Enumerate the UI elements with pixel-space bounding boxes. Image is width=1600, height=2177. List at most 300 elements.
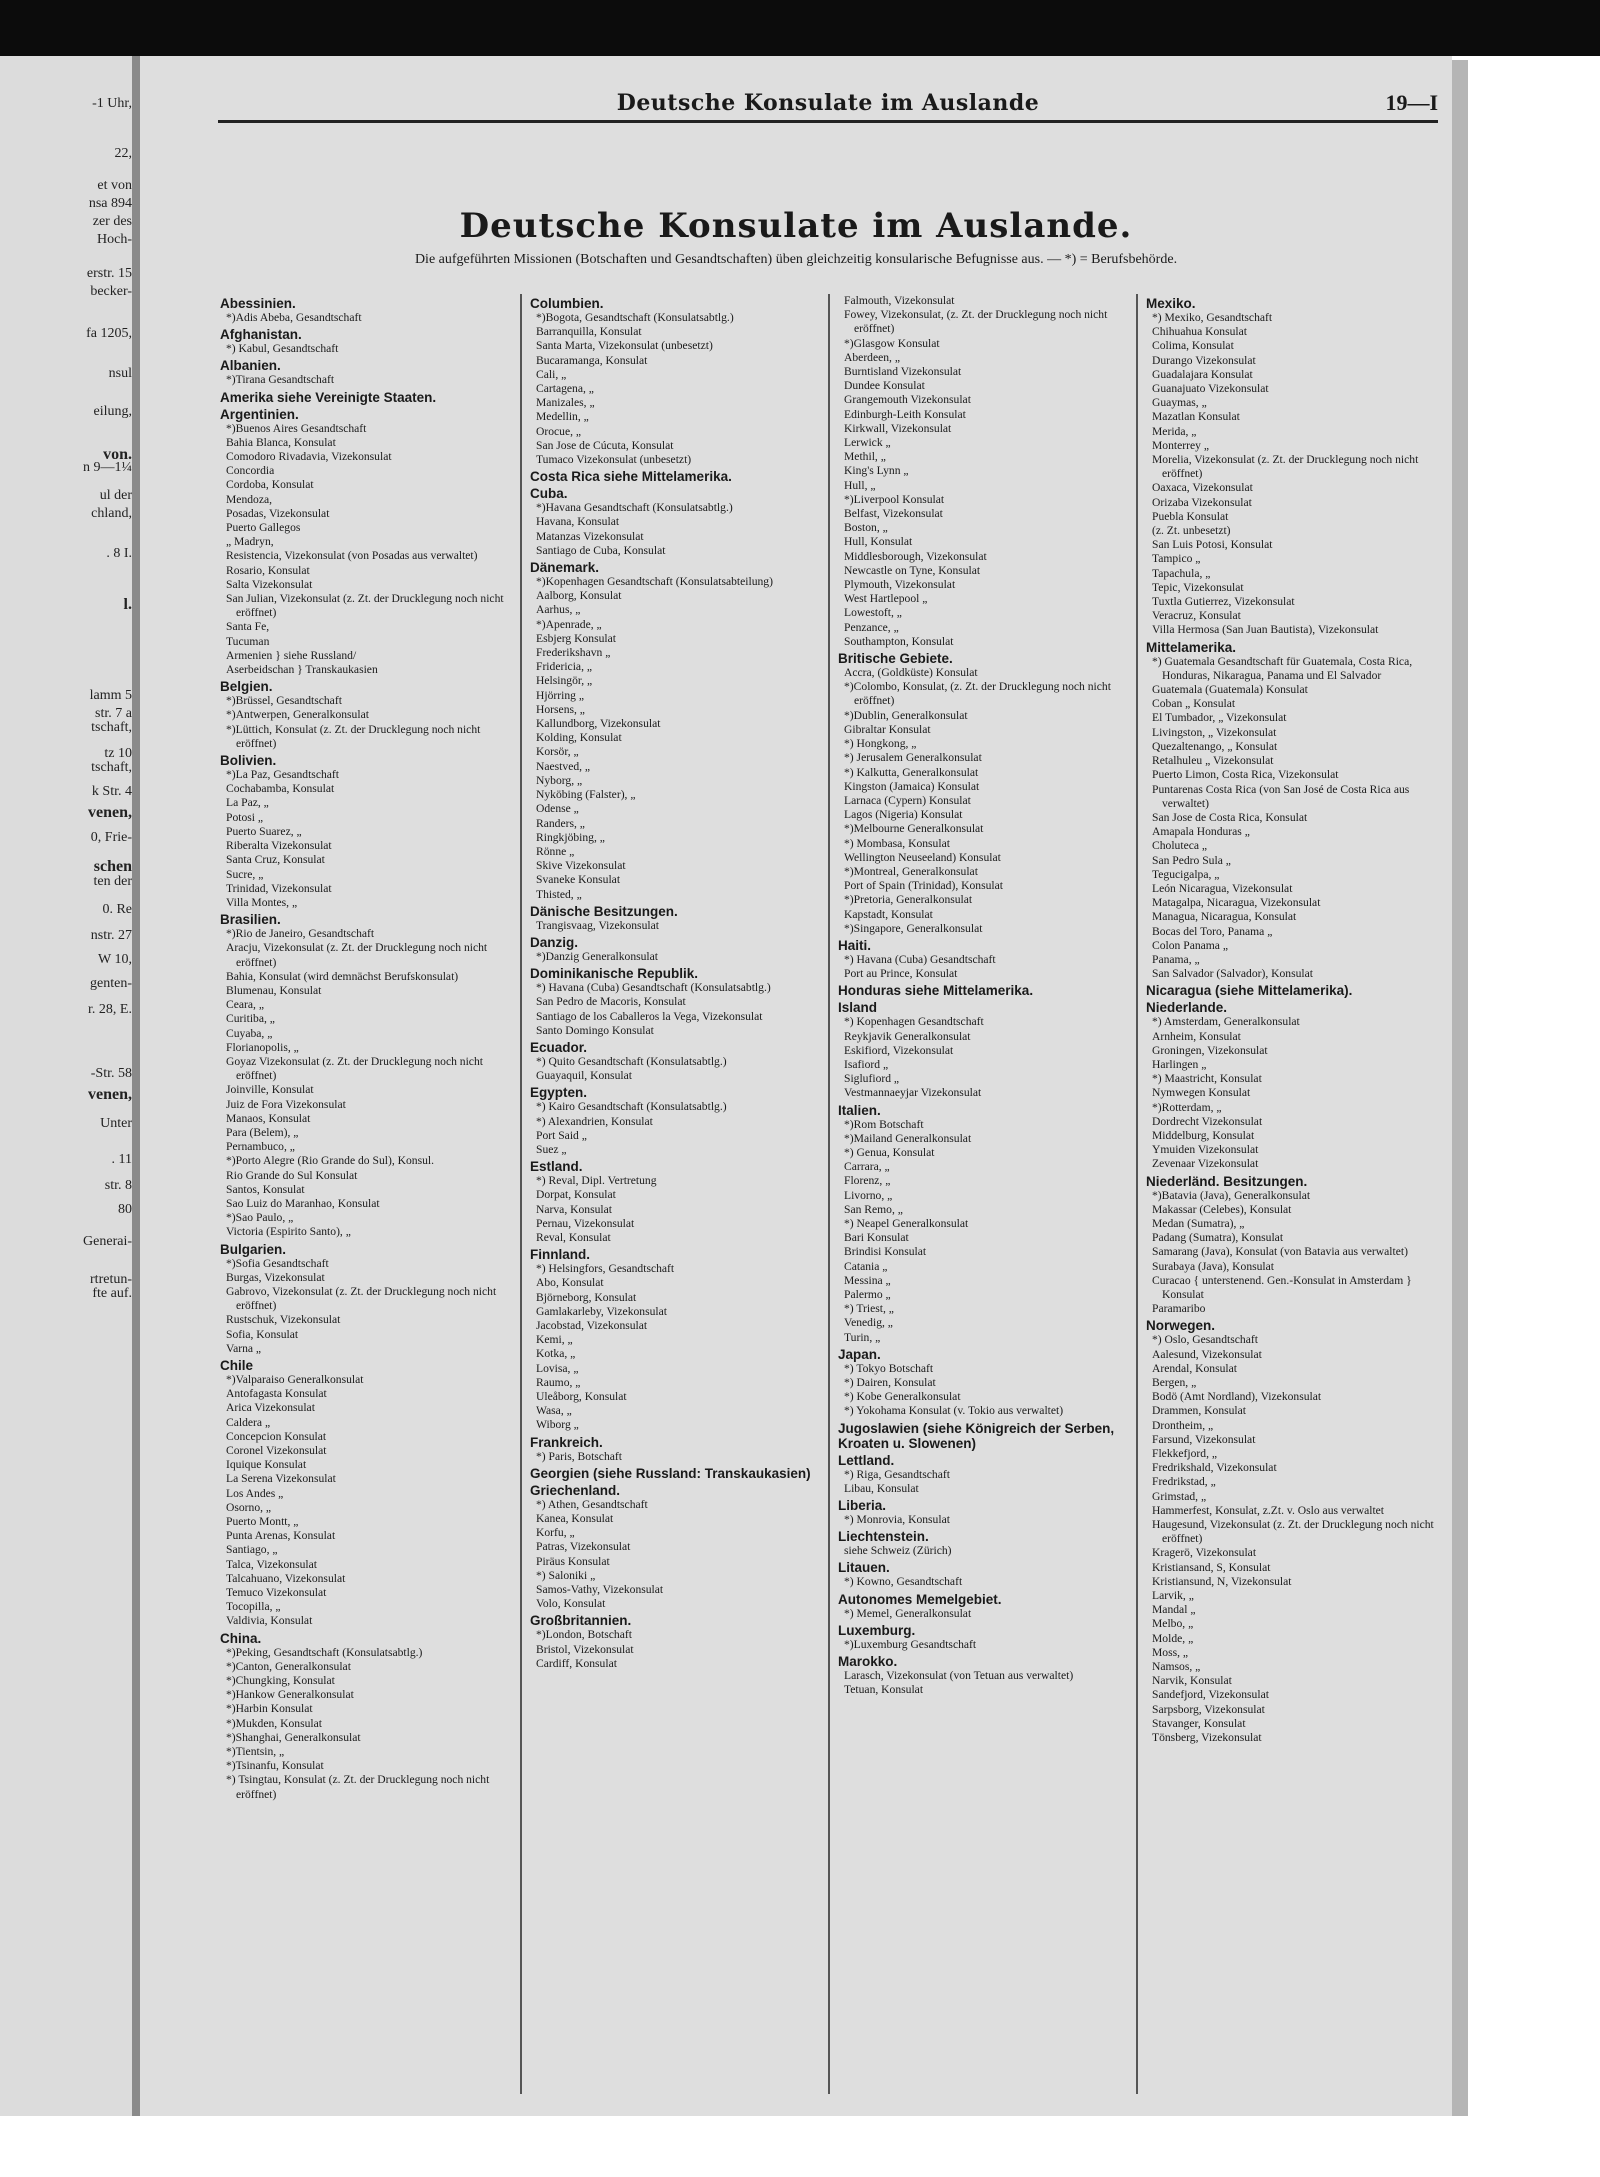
consulate-entry: Kristiansand, S, Konsulat — [1152, 1560, 1271, 1574]
consulate-entry: *)Pretoria, Generalkonsulat — [844, 893, 973, 907]
consulate-entry: Libau, Konsulat — [844, 1481, 919, 1495]
consulate-entry: *) Quito Gesandtschaft (Konsulatsabtlg.) — [536, 1054, 727, 1068]
consulate-entry: Managua, Nicaragua, Konsulat — [1152, 910, 1297, 924]
country-heading: Griechenland. — [530, 1482, 621, 1498]
facing-page-fragment: eilung, — [93, 404, 132, 419]
consulate-entry: La Paz, „ — [226, 796, 269, 810]
consulate-entry: Cochabamba, Konsulat — [226, 782, 335, 796]
consulate-entry: El Tumbador, „ Vizekonsulat — [1152, 711, 1287, 725]
consulate-entry: *) Tokyo Botschaft — [844, 1361, 934, 1375]
consulate-entry: *)Porto Alegre (Rio Grande do Sul), Konsul. — [226, 1154, 435, 1168]
consulate-entry: Comodoro Rivadavia, Vizekonsulat — [226, 450, 392, 464]
consulate-entry: *)Peking, Gesandtschaft (Konsulatsabtlg.) — [226, 1645, 423, 1659]
consulate-entry: Groningen, Vizekonsulat — [1152, 1043, 1268, 1057]
consulate-entry: Goyaz Vizekonsulat (z. Zt. der Drucklegung noch nicht eröffnet) — [226, 1054, 483, 1083]
consulate-entry: Thisted, „ — [536, 887, 582, 901]
country-heading: Dänische Besitzungen. — [530, 903, 678, 919]
consulate-entry: Rönne „ — [536, 844, 575, 858]
consulate-entry: Methil, „ — [844, 450, 886, 464]
consulate-entry: Korfu, „ — [536, 1526, 575, 1540]
consulate-entry: West Hartlepool „ — [844, 592, 928, 606]
facing-page-fragment: n 9—1¼ — [83, 460, 132, 475]
facing-page-fragment: ul der — [99, 488, 132, 503]
consulate-entry: *) Paris, Botschaft — [536, 1449, 622, 1463]
consulate-entry: Durango Vizekonsulat — [1152, 353, 1256, 367]
consulate-entry: Skive Vizekonsulat — [536, 859, 626, 873]
consulate-entry: Middlesborough, Vizekonsulat — [844, 549, 987, 563]
consulate-entry: Fowey, Vizekonsulat, (z. Zt. der Drucklegung noch nicht eröffnet) — [844, 308, 1108, 336]
consulate-entry: *)Tirana Gesandtschaft — [226, 373, 335, 387]
consulate-entry: Curacao { unterstenend. Gen.-Konsulat in Amsterdam } Konsulat — [1152, 1273, 1412, 1301]
consulate-entry: Santa Marta, Vizekonsulat (unbesetzt) — [536, 339, 713, 353]
facing-page-fragment: 80 — [118, 1202, 132, 1217]
consulate-entry: *)Dublin, Generalkonsulat — [844, 708, 968, 722]
consulate-entry: Tetuan, Konsulat — [844, 1683, 924, 1697]
facing-page-fragment: r. 28, E. — [88, 1002, 132, 1017]
consulate-entry: (z. Zt. unbesetzt) — [1152, 524, 1231, 538]
country-heading: Columbien. — [530, 296, 604, 311]
consulate-entry: Sao Luiz do Maranhao, Konsulat — [226, 1196, 380, 1210]
consulate-entry: Middelburg, Konsulat — [1152, 1128, 1255, 1142]
consulate-entry: siehe Schweiz (Zürich) — [844, 1544, 952, 1558]
consulate-entry: *)Montreal, Generalkonsulat — [844, 864, 978, 878]
consulate-entry: Drontheim, „ — [1152, 1418, 1214, 1432]
country-heading: Japan. — [838, 1346, 881, 1362]
consulate-entry: *) Maastricht, Konsulat — [1152, 1072, 1262, 1086]
consulate-entry: Barranquilla, Konsulat — [536, 325, 642, 339]
consulate-entry: Samarang (Java), Konsulat (von Batavia aus verwaltet) — [1152, 1245, 1408, 1259]
consulate-entry: Choluteca „ — [1152, 839, 1208, 853]
facing-page-fragment: rtretun- — [90, 1272, 132, 1287]
consulate-entry: Siglufiord „ — [844, 1072, 900, 1086]
consulate-entry: Penzance, „ — [844, 620, 899, 634]
facing-page-fragment: . 11 — [111, 1152, 132, 1167]
consulate-entry: Cartagena, „ — [536, 382, 594, 396]
consulate-entry: Björneborg, Konsulat — [536, 1290, 637, 1304]
consulate-entry: Kingston (Jamaica) Konsulat — [844, 779, 980, 793]
consulate-entry: Grimstad, „ — [1152, 1489, 1207, 1503]
consulate-entry: Suez „ — [536, 1142, 567, 1156]
consulate-entry: Mazatlan Konsulat — [1152, 410, 1240, 424]
consulate-entry: Potosi „ — [226, 810, 264, 824]
facing-page-fragment: fa 1205, — [86, 326, 132, 341]
country-heading: Britische Gebiete. — [838, 651, 953, 667]
consulate-entry: Wasa, „ — [536, 1404, 572, 1418]
consulate-entry: Para (Belem), „ — [226, 1125, 299, 1139]
facing-page-fragment: 22, — [114, 146, 132, 161]
consulate-entry: Venedig, „ — [844, 1316, 893, 1330]
consulate-entry: *)Valparaiso Generalkonsulat — [226, 1373, 364, 1386]
consulate-entry: Burgas, Vizekonsulat — [226, 1270, 325, 1284]
consulate-entry: Moss, „ — [1152, 1645, 1189, 1659]
facing-page-fragment: zer des — [92, 214, 132, 229]
consulate-entry: Arica Vizekonsulat — [226, 1401, 315, 1415]
country-heading: Haiti. — [838, 937, 872, 953]
consulate-entry: Joinville, Konsulat — [226, 1083, 314, 1097]
consulate-entry: Southampton, Konsulat — [844, 634, 954, 648]
consulate-entry: Gabrovo, Vizekonsulat (z. Zt. der Drucklegung noch nicht eröffnet) — [226, 1284, 497, 1313]
consulate-entry: Makassar (Celebes), Konsulat — [1152, 1202, 1292, 1216]
consulate-entry: Arnheim, Konsulat — [1152, 1029, 1241, 1043]
facing-page-fragment: k Str. 4 — [91, 784, 132, 799]
consulate-entry: Isafiord „ — [844, 1057, 889, 1071]
consulate-entry: Osorno, „ — [226, 1500, 272, 1514]
consulate-entry: Nyköbing (Falster), „ — [536, 788, 636, 802]
consulate-entry: Tuxtla Gutierrez, Vizekonsulat — [1152, 595, 1295, 609]
facing-page-fragment: ten der — [93, 874, 132, 889]
consulate-entry: Tucuman — [226, 634, 270, 648]
country-heading: Cuba. — [530, 486, 568, 502]
consulate-entry: Hammerfest, Konsulat, z.Zt. v. Oslo aus verwaltet — [1152, 1503, 1385, 1517]
scan-top-border — [0, 0, 1600, 56]
consulate-entry: Guanajuato Vizekonsulat — [1152, 382, 1269, 396]
consulate-entry: Tönsberg, Vizekonsulat — [1152, 1731, 1262, 1745]
consulate-entry: Morelia, Vizekonsulat (z. Zt. der Drucklegung noch nicht eröffnet) — [1152, 453, 1419, 481]
consulate-entry: Aberdeen, „ — [844, 350, 901, 364]
consulate-entry: Naestved, „ — [536, 759, 591, 773]
consulate-entry: Armenien } siehe Russland/ — [226, 648, 357, 662]
consulate-entry: King's Lynn „ — [844, 464, 909, 478]
consulate-entry: *)Rio de Janeiro, Gesandtschaft — [226, 927, 375, 941]
consulate-entry: Narvik, Konsulat — [1152, 1674, 1232, 1688]
country-heading: Italien. — [838, 1102, 881, 1118]
consulate-entry: Chihuahua Konsulat — [1152, 325, 1247, 339]
consulate-entry: *) Helsingfors, Gesandtschaft — [536, 1262, 675, 1276]
consulate-entry: Florianopolis, „ — [226, 1040, 299, 1054]
consulate-entry: Paramaribo — [1152, 1302, 1206, 1316]
facing-page-fragment: erstr. 15 — [86, 266, 132, 281]
column-2 — [520, 294, 828, 2094]
consulate-entry: *) Oslo, Gesandtschaft — [1152, 1333, 1258, 1347]
consulate-entry: Fridericia, „ — [536, 660, 593, 674]
consulate-entry: Bodö (Amt Nordland), Vizekonsulat — [1152, 1390, 1322, 1404]
consulate-entry: Port au Prince, Konsulat — [844, 967, 958, 981]
consulate-entry: *) Kopenhagen Gesandtschaft — [844, 1015, 984, 1029]
consulate-entry: Bergen, „ — [1152, 1376, 1197, 1390]
consulate-entry: Talca, Vizekonsulat — [226, 1557, 317, 1571]
consulate-entry: Puntarenas Costa Rica (von San José de Costa Rica aus verwaltet) — [1152, 782, 1410, 810]
consulate-entry: La Serena Vizekonsulat — [226, 1472, 336, 1486]
consulate-entry: Oaxaca, Vizekonsulat — [1152, 481, 1253, 495]
country-heading: China. — [220, 1630, 262, 1646]
consulate-entry: Larvik, „ — [1152, 1589, 1194, 1603]
consulate-entry: Grangemouth Vizekonsulat — [844, 393, 971, 407]
consulate-entry: Aracju, Vizekonsulat (z. Zt. der Drucklegung noch nicht eröffnet) — [226, 941, 488, 969]
consulate-entry: Bucaramanga, Konsulat — [536, 353, 648, 367]
consulate-entry: Varna „ — [226, 1341, 262, 1355]
consulate-entry: Iquique Konsulat — [226, 1458, 307, 1472]
country-heading: Dominikanische Republik. — [530, 966, 699, 982]
consulate-entry: San Jose de Costa Rica, Konsulat — [1152, 810, 1308, 824]
consulate-entry: Palermo „ — [844, 1288, 891, 1301]
consulate-entry: Gamlakarleby, Vizekonsulat — [536, 1304, 667, 1318]
consulate-entry: Santiago de los Caballeros la Vega, Vizekonsulat — [536, 1009, 763, 1023]
consulate-entry: Reykjavik Generalkonsulat — [844, 1029, 971, 1043]
country-heading: Ecuador. — [530, 1039, 588, 1055]
consulate-entry: Tampico „ — [1152, 552, 1201, 566]
consulate-entry: *) Hongkong, „ — [844, 737, 917, 751]
consulate-entry: Guatemala (Guatemala) Konsulat — [1152, 683, 1308, 697]
facing-page-fragment: tz 10 — [104, 746, 132, 761]
consulate-entry: San Luis Potosi, Konsulat — [1152, 538, 1273, 552]
facing-page-fragment: von. — [103, 446, 132, 463]
consulate-entry: *) Mombasa, Konsulat — [844, 836, 950, 850]
consulate-entry: Santos, Konsulat — [226, 1182, 305, 1196]
facing-page-fragment: genten- — [90, 976, 132, 991]
facing-page-fragment: chland, — [91, 506, 132, 521]
country-heading: Lettland. — [838, 1452, 895, 1468]
country-heading: Egypten. — [530, 1085, 588, 1101]
country-heading: Nicaragua (siehe Mittelamerika). — [1146, 983, 1353, 999]
consulate-entry: *) Athen, Gesandtschaft — [536, 1497, 648, 1511]
consulate-entry: Aalborg, Konsulat — [536, 589, 622, 603]
consulate-entry: Hjörring „ — [536, 688, 584, 702]
consulate-entry: Lowestoft, „ — [844, 606, 902, 620]
consulate-entry: Guaymas, „ — [1152, 396, 1207, 410]
country-heading: Georgien (siehe Russland: Transkaukasien) — [530, 1465, 811, 1481]
consulate-entry: Pernau, Vizekonsulat — [536, 1216, 635, 1230]
consulate-entry: Mandal „ — [1152, 1603, 1196, 1617]
consulate-entry: Aserbeidschan } Transkaukasien — [226, 663, 378, 677]
facing-page-fragment: nsa 894 — [88, 196, 132, 211]
consulate-entry: *)Bogota, Gesandtschaft (Konsulatsabtlg.) — [536, 311, 734, 324]
consulate-entry: *) Kobe Generalkonsulat — [844, 1390, 961, 1404]
consulate-entry: Larasch, Vizekonsulat (von Tetuan aus verwaltet) — [844, 1669, 1074, 1683]
consulate-entry: Puerto Gallegos — [226, 521, 301, 535]
consulate-entry: Bocas del Toro, Panama „ — [1152, 924, 1273, 938]
consulate-entry: Kallundborg, Vizekonsulat — [536, 717, 661, 731]
facing-page-fragment: Hoch- — [97, 232, 132, 247]
consulate-entry: *) Monrovia, Konsulat — [844, 1513, 950, 1527]
consulate-entry: Bahia Blanca, Konsulat — [226, 435, 336, 449]
consulate-entry: Sandefjord, Vizekonsulat — [1152, 1688, 1269, 1702]
consulate-entry: Namsos, „ — [1152, 1660, 1201, 1674]
consulate-entry: León Nicaragua, Vizekonsulat — [1152, 881, 1293, 895]
country-heading: Danzig. — [530, 934, 579, 950]
consulate-entry: Trinidad, Vizekonsulat — [226, 881, 332, 895]
consulate-entry: *) Kowno, Gesandtschaft — [844, 1575, 963, 1589]
consulate-entry: *) Riga, Gesandtschaft — [844, 1467, 950, 1481]
country-heading: Bulgarien. — [220, 1241, 287, 1257]
country-heading: Niederländ. Besitzungen. — [1146, 1173, 1308, 1189]
consulate-entry: Rustschuk, Vizekonsulat — [226, 1313, 341, 1327]
consulate-entry: Frederikshavn „ — [536, 646, 611, 660]
consulate-entry: *)Havana Gesandtschaft (Konsulatsabtlg.) — [536, 501, 733, 515]
consulate-entry: *)Adis Abeba, Gesandtschaft — [226, 311, 362, 324]
consulate-entry: Gibraltar Konsulat — [844, 722, 931, 736]
consulate-entry: *) Havana (Cuba) Gesandtschaft — [844, 952, 996, 966]
consulate-entry: Manizales, „ — [536, 396, 595, 410]
consulate-entry: Odense „ — [536, 802, 579, 816]
consulate-entry: San Salvador (Salvador), Konsulat — [1152, 967, 1313, 981]
consulate-entry: *)Liverpool Konsulat — [844, 492, 945, 506]
consulate-entry: Melbo, „ — [1152, 1617, 1194, 1631]
consulate-entry: Santiago, „ — [226, 1543, 278, 1557]
consulate-entry: Concepcion Konsulat — [226, 1429, 327, 1443]
consulate-entry: Kolding, Konsulat — [536, 731, 622, 745]
facing-page-fragment: Generai- — [83, 1234, 132, 1249]
country-heading: Mittelamerika. — [1146, 639, 1237, 655]
consulate-entry: Cali, „ — [536, 367, 567, 381]
consulate-entry: Kirkwall, Vizekonsulat — [844, 421, 952, 435]
consulate-entry: *)Kopenhagen Gesandtschaft (Konsulatsabteilung) — [536, 575, 773, 589]
consulate-entry: Larnaca (Cypern) Konsulat — [844, 793, 971, 807]
consulate-entry: Accra, (Goldküste) Konsulat — [844, 666, 978, 680]
column-1 — [212, 294, 520, 2094]
facing-page-fragment: Unter — [100, 1116, 132, 1131]
consulate-entry: Samos-Vathy, Vizekonsulat — [536, 1583, 664, 1597]
consulate-entry: Narva, Konsulat — [536, 1202, 612, 1216]
consulate-entry: Ymuiden Vizekonsulat — [1152, 1143, 1259, 1157]
consulate-entry: Caldera „ — [226, 1415, 271, 1429]
column-4 — [1136, 294, 1444, 2094]
consulate-entry: „ Madryn, — [226, 535, 274, 549]
consulate-entry: Volo, Konsulat — [536, 1597, 606, 1611]
consulate-entry: Kapstadt, Konsulat — [844, 907, 933, 921]
facing-page-fragment: . 8 I. — [106, 546, 132, 561]
facing-page-fragment: venen, — [88, 1086, 132, 1103]
consulate-entry: *) Genua, Konsulat — [844, 1145, 935, 1159]
consulate-entry: Bari Konsulat — [844, 1231, 909, 1245]
consulate-entry: Vestmannaeyjar Vizekonsulat — [844, 1086, 982, 1100]
consulate-entry: Santa Cruz, Konsulat — [226, 853, 325, 867]
consulate-entry: Falmouth, Vizekonsulat — [844, 294, 955, 307]
country-heading: Liberia. — [838, 1498, 887, 1514]
consulate-entry: Turin, „ — [844, 1330, 881, 1344]
consulate-entry: Santa Fe, — [226, 620, 270, 634]
consulate-entry: Lagos (Nigeria) Konsulat — [844, 808, 963, 822]
consulate-entry: Harlingen „ — [1152, 1057, 1207, 1071]
consulate-entry: Zevenaar Vizekonsulat — [1152, 1157, 1259, 1171]
consulate-entry: Messina „ — [844, 1273, 891, 1287]
consulate-entry: *) Jerusalem Generalkonsulat — [844, 751, 982, 765]
consulate-entry: *)Glasgow Konsulat — [844, 336, 940, 350]
country-heading: Litauen. — [838, 1560, 890, 1576]
consulate-entry: Carrara, „ — [844, 1160, 890, 1174]
book-gutter — [132, 56, 140, 2116]
consulate-entry: *) Reval, Dipl. Vertretung — [536, 1174, 657, 1188]
consulate-entry: Farsund, Vizekonsulat — [1152, 1432, 1256, 1446]
consulate-entry: *)Rom Botschaft — [844, 1117, 924, 1131]
consulate-entry: Tegucigalpa, „ — [1152, 867, 1220, 881]
consulate-entry: *)Mukden, Konsulat — [226, 1716, 322, 1730]
consulate-entry: *) Dairen, Konsulat — [844, 1376, 936, 1390]
consulate-entry: Nyborg, „ — [536, 773, 583, 787]
consulate-entry: Cuyaba, „ — [226, 1026, 273, 1040]
consulate-entry: Tapachula, „ — [1152, 566, 1211, 580]
consulate-entry: Resistencia, Vizekonsulat (von Posadas aus verwaltet) — [226, 549, 478, 563]
country-heading: Afghanistan. — [220, 327, 302, 343]
country-heading: Island — [838, 1000, 878, 1016]
consulate-entry: *)Danzig Generalkonsulat — [536, 949, 659, 963]
country-heading: Mexiko. — [1146, 296, 1196, 311]
consulate-entry: Guayaquil, Konsulat — [536, 1069, 632, 1083]
facing-page-fragment: str. 8 — [104, 1178, 132, 1193]
consulate-entry: Hull, „ — [844, 478, 876, 492]
consulate-entry: *)Tsinanfu, Konsulat — [226, 1759, 324, 1773]
consulate-entry: Manaos, Konsulat — [226, 1111, 311, 1125]
consulate-entry: Belfast, Vizekonsulat — [844, 507, 943, 521]
consulate-entry: Reval, Konsulat — [536, 1230, 611, 1244]
consulate-entry: *)Apenrade, „ — [536, 617, 602, 631]
consulate-entry: Patras, Vizekonsulat — [536, 1540, 631, 1554]
country-heading: Brasilien. — [220, 912, 281, 928]
consulate-entry: Kragerö, Vizekonsulat — [1152, 1546, 1257, 1560]
country-heading: Chile — [220, 1358, 254, 1373]
consulate-entry: *) Tsingtau, Konsulat (z. Zt. der Drucklegung noch nicht eröffnet) — [226, 1773, 490, 1801]
consulate-entry: San Julian, Vizekonsulat (z. Zt. der Drucklegung noch nicht eröffnet) — [226, 592, 504, 620]
facing-page-fragment: tschaft, — [91, 720, 132, 735]
consulate-entry: Burntisland Vizekonsulat — [844, 365, 962, 379]
facing-page-fragment: fte auf. — [92, 1286, 132, 1301]
consulate-entry: Matagalpa, Nicaragua, Vizekonsulat — [1152, 896, 1321, 910]
consulate-entry: *)Antwerpen, Generalkonsulat — [226, 708, 369, 722]
consulate-entry: Puerto Suarez, „ — [226, 824, 302, 838]
consulate-entry: *)Buenos Aires Gesandtschaft — [226, 421, 367, 435]
consulate-entry: Ceara, „ — [226, 998, 264, 1012]
consulate-entry: Flekkefjord, „ — [1152, 1447, 1218, 1461]
consulate-entry: Merida, „ — [1152, 424, 1197, 438]
facing-page-fragment: nstr. 27 — [90, 928, 132, 943]
consulate-entry: Puebla Konsulat — [1152, 509, 1229, 523]
consulate-entry: Amapala Honduras „ — [1152, 825, 1250, 839]
facing-page-fragment: -1 Uhr, — [92, 96, 132, 111]
consulate-entry: *)Lüttich, Konsulat (z. Zt. der Drucklegung noch nicht eröffnet) — [226, 722, 481, 750]
country-heading: Frankreich. — [530, 1434, 603, 1450]
facing-page-fragment: lamm 5 — [89, 688, 132, 703]
consulate-entry: Korsör, „ — [536, 745, 579, 759]
consulate-entry: Havana, Konsulat — [536, 515, 620, 529]
consulate-entry: Brindisi Konsulat — [844, 1245, 927, 1259]
consulate-entry: Orocue, „ — [536, 424, 582, 438]
consulate-entry: Sofia, Konsulat — [226, 1327, 299, 1341]
consulate-entry: *) Triest, „ — [844, 1302, 894, 1316]
consulate-entry: Bahia, Konsulat (wird demnächst Berufskonsulat) — [226, 969, 459, 983]
consulate-entry: Wellington Neuseeland) Konsulat — [844, 850, 1001, 864]
consulate-entry: *)Sao Paulo, „ — [226, 1211, 294, 1225]
consulate-entry: Sarpsborg, Vizekonsulat — [1152, 1702, 1265, 1716]
consulate-entry: *) Guatemala Gesandtschaft für Guatemala, Costa Rica, Honduras, Nikaragua, Panama und El Salvador — [1152, 654, 1413, 682]
facing-page-fragment: 0. Re — [102, 902, 132, 917]
consulate-entry: *)Batavia (Java), Generalkonsulat — [1152, 1188, 1311, 1202]
consulate-entry: San Remo, „ — [844, 1202, 903, 1216]
consulate-entry: Panama, „ — [1152, 952, 1200, 966]
page-number: 19—I — [1385, 90, 1438, 115]
consulate-entry: *)Luxemburg Gesandtschaft — [844, 1637, 977, 1651]
consulate-entry: Florenz, „ — [844, 1174, 891, 1188]
consulate-entry: Dordrecht Vizekonsulat — [1152, 1114, 1263, 1128]
column-3 — [828, 294, 1136, 2094]
consulate-entry: Edinburgh-Leith Konsulat — [844, 407, 966, 421]
consulate-entry: Coronel Vizekonsulat — [226, 1444, 327, 1458]
document-page — [140, 56, 1452, 2116]
consulate-entry: Surabaya (Java), Konsulat — [1152, 1259, 1275, 1273]
consulate-entry: Piräus Konsulat — [536, 1554, 610, 1568]
consulate-entry: Guadalajara Konsulat — [1152, 367, 1253, 381]
page-title: Deutsche Konsulate im Auslande. — [459, 206, 1133, 246]
country-heading: Dänemark. — [530, 560, 600, 576]
consulate-entry: Curitiba, „ — [226, 1012, 275, 1026]
consulate-entry: *) Havana (Cuba) Gesandtschaft (Konsulatsabtlg.) — [536, 981, 771, 995]
country-heading: Bolivien. — [220, 753, 277, 769]
consulate-entry: Ringkjöbing, „ — [536, 830, 605, 844]
consulate-entry: Veracruz, Konsulat — [1152, 609, 1241, 623]
consulate-entry: *)Tientsin, „ — [226, 1745, 285, 1759]
facing-page-fragment: str. 7 a — [95, 706, 132, 721]
facing-page-fragment: l. — [123, 596, 132, 613]
consulate-entry: Eskifiord, Vizekonsulat — [844, 1043, 954, 1057]
consulate-entry: Tocopilla, „ — [226, 1600, 281, 1614]
